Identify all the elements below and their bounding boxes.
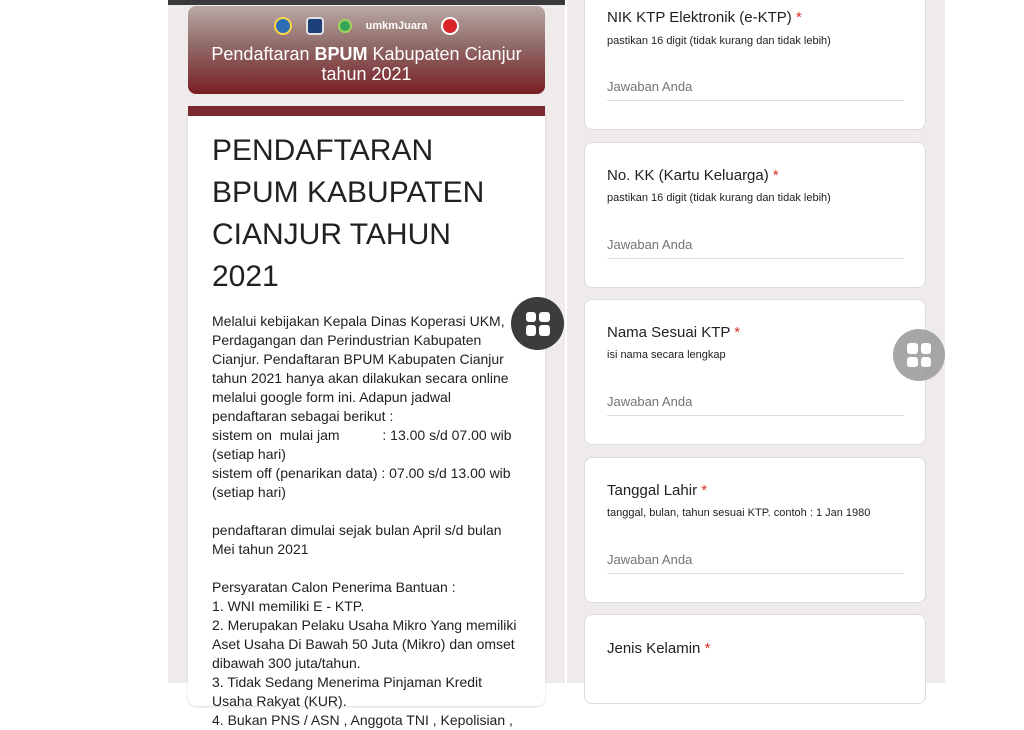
question-card-nik: [584, 0, 926, 130]
question-help: isi nama secara lengkap: [607, 349, 726, 361]
banner-title-suffix: Kabupaten Cianjur: [367, 44, 522, 64]
kk-input[interactable]: [607, 237, 904, 259]
question-help: pastikan 16 digit (tidak kurang dan tidak lebih): [607, 192, 831, 204]
regency-logo-icon: [274, 17, 292, 35]
required-marker: *: [795, 9, 802, 26]
banner-title-prefix: Pendaftaran: [211, 44, 315, 64]
top-bar: [168, 0, 565, 5]
right-form-screen: [567, 0, 945, 683]
card-accent-bar: [188, 106, 545, 116]
question-label: [607, 167, 779, 184]
required-marker: *: [772, 167, 779, 184]
banner-title-line2: tahun 2021: [321, 64, 412, 84]
umkm-juara-logo: umkmJuara: [365, 20, 428, 32]
question-help: tanggal, bulan, tahun sesuai KTP. contoh : 1 Jan 1980: [607, 507, 871, 519]
question-label-text: Nama Sesuai KTP: [607, 324, 731, 341]
kemenkop-logo-icon: [306, 17, 324, 35]
question-label-text: Tanggal Lahir: [607, 482, 698, 499]
question-label-text: No. KK (Kartu Keluarga): [607, 167, 769, 184]
umkm-logo-icon: [335, 16, 355, 36]
form-title: PENDAFTARAN BPUM KABUPATEN CIANJUR TAHUN 2021: [212, 134, 485, 293]
question-card-kk: [584, 142, 926, 288]
nama-input[interactable]: [607, 394, 904, 416]
left-form-screen: [168, 0, 565, 728]
question-card-jenis-kelamin: [584, 614, 926, 704]
question-help: pastikan 16 digit (tidak kurang dan tidak lebih): [607, 35, 831, 47]
question-card-nama: [584, 299, 926, 445]
banner-title: [188, 44, 545, 84]
question-label: [607, 324, 740, 341]
nik-input[interactable]: [607, 79, 904, 101]
question-label: [607, 9, 802, 26]
header-banner: [188, 6, 545, 94]
required-marker: *: [701, 482, 708, 499]
question-label-text: Jenis Kelamin: [607, 640, 701, 657]
bangga-logo-icon: [441, 17, 459, 35]
form-description-card: [188, 106, 545, 728]
tanggal-lahir-input[interactable]: [607, 552, 904, 574]
required-marker: *: [734, 324, 741, 341]
form-description: Melalui kebijakan Kepala Dinas Koperasi UKM, Perdagangan dan Perindustrian Kabupaten Cianjur. Pendaftaran BPUM Kabupaten Cianjur tahun 2021 hanya akan dilakukan secara online melalui google form ini. Adapun jadwal pendaftaran sebagai berikut : sistem on mulai jam : 13.00 s/d 07.00 wib (setiap hari) sistem off (penarikan data) : 07.00 s/d 13.00 wib (setiap hari) pendaftaran dimulai sejak bulan April s/d bulan Mei tahun 2021 Persyaratan Calon Penerima Bantuan : 1. WNI memiliki E - KTP. 2. Merupakan Pelaku Usaha Mikro Yang memiliki Aset Usaha Di Bawah 50 Juta (Mikro) dan omset dibawah 300 juta/tahun. 3. Tidak Sedang Menerima Pinjaman Kredit Usaha Rakyat (KUR). 4. Bukan PNS / ASN , Anggota TNI , Kepolisian ,: [212, 313, 517, 728]
question-label-text: NIK KTP Elektronik (e-KTP): [607, 9, 792, 26]
required-marker: *: [704, 640, 711, 657]
question-card-tanggal-lahir: [584, 457, 926, 603]
banner-title-bold: BPUM: [314, 44, 368, 64]
question-label: [607, 482, 707, 499]
banner-logos: [188, 12, 545, 40]
grid-apps-icon: [526, 312, 550, 336]
floating-grid-button[interactable]: [511, 297, 564, 350]
floating-grid-button-secondary[interactable]: [893, 329, 945, 381]
question-label: [607, 640, 710, 657]
grid-apps-icon: [907, 343, 931, 367]
